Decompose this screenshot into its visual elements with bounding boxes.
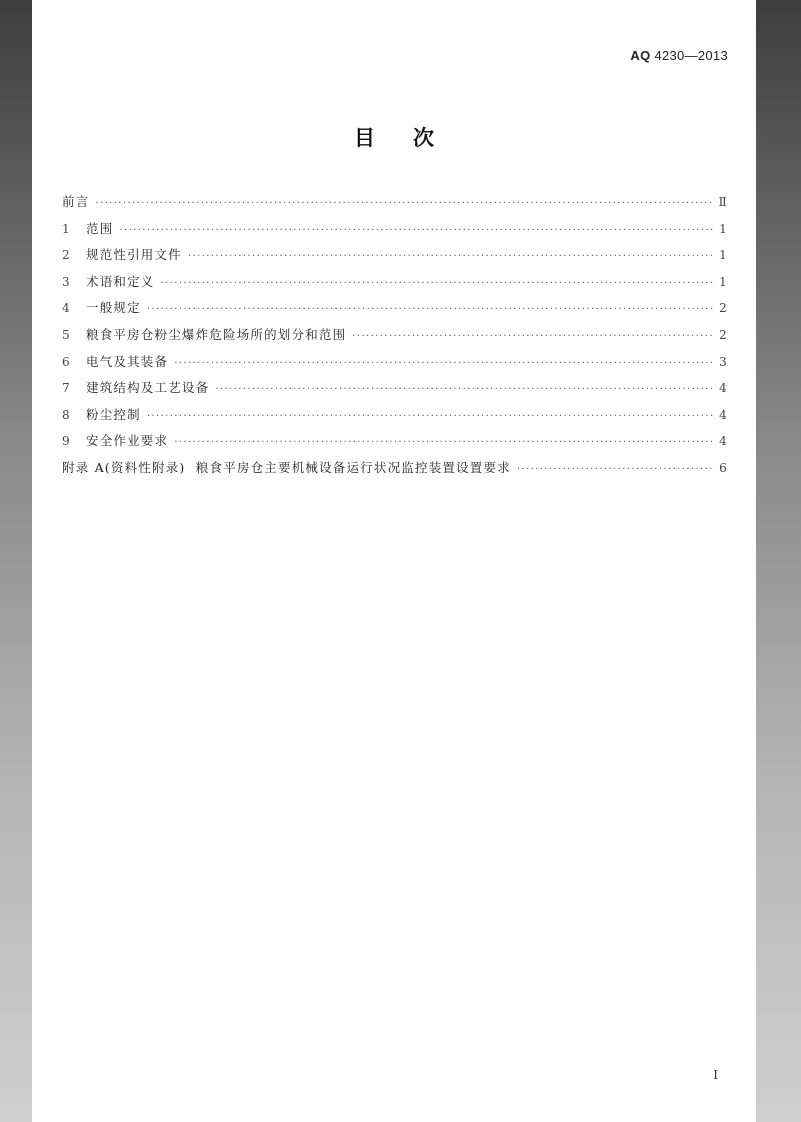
toc-entry-3[interactable] [62, 272, 728, 299]
toc-entry-number: 5 [62, 327, 71, 342]
toc-entry-9[interactable] [62, 431, 728, 458]
toc-entry-text: 安全作业要求 [86, 433, 169, 449]
toc-dot-leader [517, 464, 714, 475]
toc-entry-2[interactable] [62, 245, 728, 272]
toc-entry-page: Ⅱ [718, 195, 728, 209]
toc-entry-number: 3 [62, 274, 71, 289]
page-number: I [713, 1068, 718, 1082]
toc-entry-number: 4 [62, 301, 71, 316]
toc-dot-leader [352, 331, 714, 342]
toc-dot-leader [174, 358, 714, 369]
document-page [32, 0, 756, 1122]
toc-entry-text: 术语和定义 [86, 273, 155, 289]
toc-title: 目次 [354, 126, 472, 150]
toc-dot-leader [188, 251, 714, 262]
toc-entry-page: 4 [719, 407, 728, 422]
toc-entry-1[interactable] [62, 219, 728, 246]
document-code-number: 4230—2013 [654, 48, 728, 63]
toc-entry-page: 1 [719, 221, 728, 236]
toc-entry-text: 附录 A(资料性附录) 粮食平房仓主要机械设备运行状况监控装置设置要求 [62, 459, 511, 475]
toc-dot-leader [147, 304, 714, 315]
document-code-prefix: AQ [630, 48, 651, 63]
toc-entry-page: 6 [719, 460, 728, 475]
toc-dot-leader [161, 278, 714, 289]
toc-entry-number: 6 [62, 354, 71, 369]
toc-entry-page: 1 [719, 274, 728, 289]
toc-entry-number: 7 [62, 381, 71, 396]
toc-entry-foreword[interactable] [62, 192, 728, 219]
toc-entry-text: 范围 [86, 220, 114, 236]
document-code [630, 48, 728, 63]
toc-dot-leader [174, 437, 714, 448]
toc-entry-page: 2 [719, 301, 728, 316]
toc-entry-text: 粮食平房仓粉尘爆炸危险场所的划分和范围 [86, 326, 347, 342]
toc-dot-leader [119, 225, 714, 236]
toc-entry-5[interactable] [62, 325, 728, 352]
toc-dot-leader [95, 198, 714, 209]
toc-entry-6[interactable] [62, 352, 728, 379]
toc-entry-page: 2 [719, 327, 728, 342]
toc-entry-page: 4 [719, 434, 728, 449]
toc-entry-text: 粉尘控制 [86, 406, 141, 422]
toc-entry-number: 8 [62, 407, 71, 422]
toc-entry-page: 4 [719, 381, 728, 396]
toc-entry-page: 3 [719, 354, 728, 369]
toc-dot-leader [147, 411, 714, 422]
toc-entry-number: 1 [62, 221, 71, 236]
toc-entry-7[interactable] [62, 378, 728, 405]
toc-entry-text: 电气及其装备 [86, 353, 169, 369]
toc-entry-page: 1 [719, 248, 728, 263]
toc-entry-4[interactable] [62, 298, 728, 325]
toc-dot-leader [215, 384, 714, 395]
toc-entry-number: 2 [62, 248, 71, 263]
toc-entry-text: 一般规定 [86, 300, 141, 316]
toc-entry-text: 前言 [62, 194, 90, 209]
toc-entry-appendix-a[interactable] [62, 458, 728, 485]
toc-entry-text: 规范性引用文件 [86, 247, 182, 263]
toc-entry-number: 9 [62, 434, 71, 449]
table-of-contents [62, 192, 728, 485]
toc-entry-text: 建筑结构及工艺设备 [86, 380, 210, 396]
toc-entry-8[interactable] [62, 405, 728, 432]
